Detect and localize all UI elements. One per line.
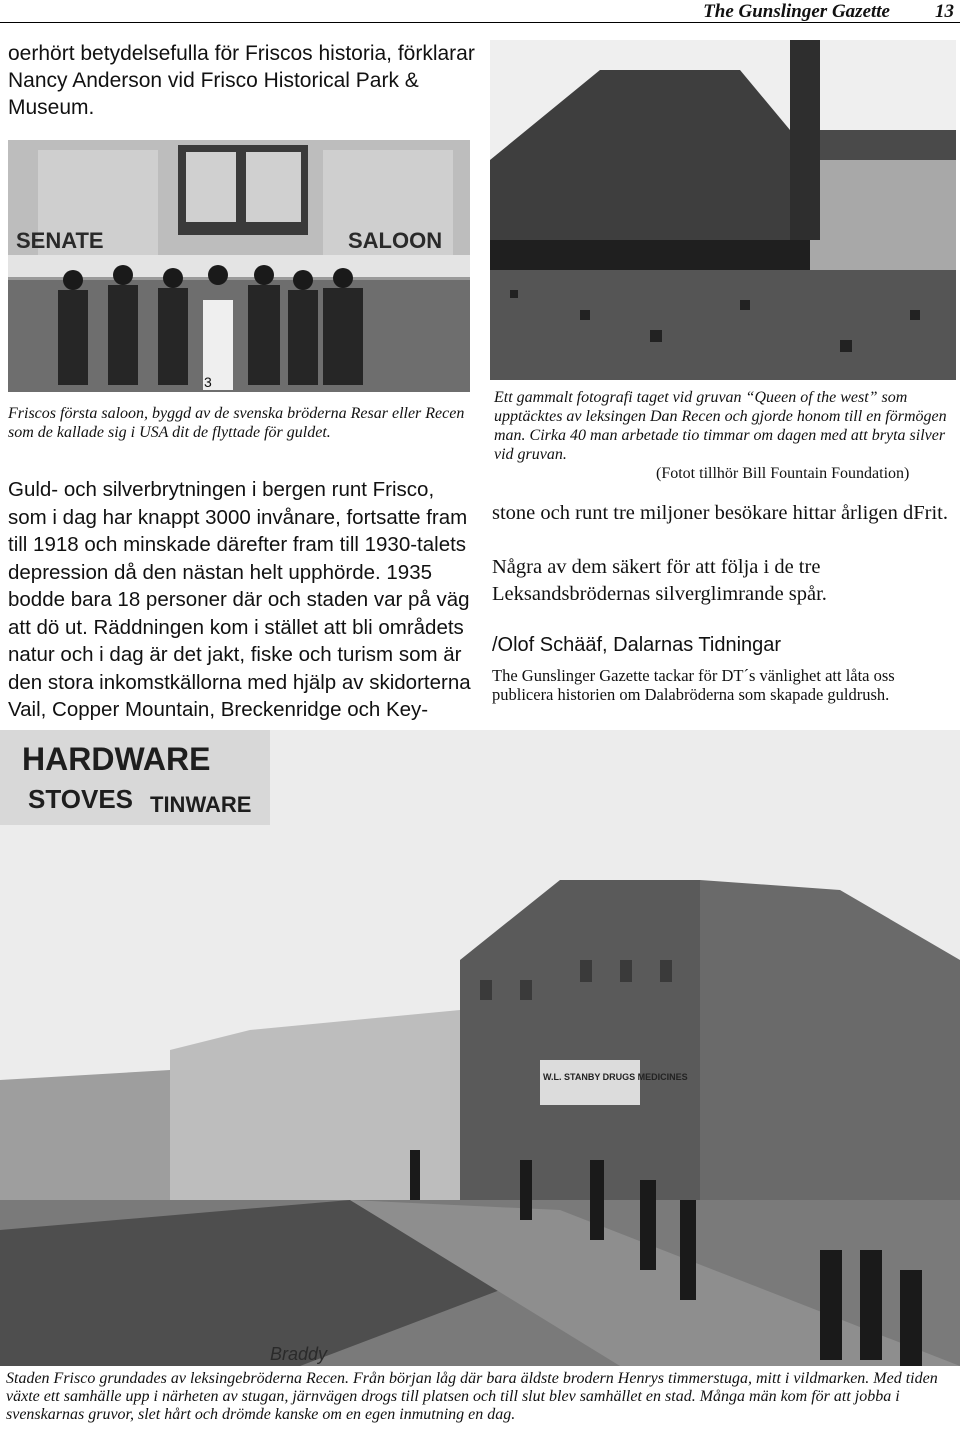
publication-title: The Gunslinger Gazette — [703, 1, 890, 22]
saloon-sign-left: SENATE — [16, 228, 104, 253]
mine-photo-drawing — [490, 40, 956, 380]
saloon-caption: Friscos första saloon, byggd av de svenska bröderna Resar eller Recen som de kallade sig i USA dit de flyttade för guldet. — [8, 405, 465, 441]
street-sign-stoves: STOVES — [28, 784, 134, 814]
storefront-sign: W.L. STANBY DRUGS MEDICINES — [543, 1072, 688, 1082]
intro-paragraph: oerhört betydelsefulla för Friscos historia, förklarar Nancy Anderson vid Frisco Historical Park & Museum. — [8, 42, 475, 119]
article-right-paragraph-1: stone och runt tre miljoner besökare hittar årligen dFrit. — [492, 502, 948, 524]
saloon-number-marker: 3 — [204, 374, 212, 390]
mine-caption: Ett gammalt fotografi taget vid gruvan “Queen of the west” som upptäcktes av leksingen Dan Recen och gjorde honom till en förmögen man. Cirka 40 man arbetade tio timmar om dagen med att bryta silver vid gruvan. — [494, 389, 947, 463]
saloon-sign-right: SALOON — [348, 228, 443, 253]
article-right-paragraph-2: Några av dem säkert för att följa i de tre Leksandsbrödernas silverglimrande spår. — [492, 556, 827, 605]
saloon-photo-drawing — [8, 140, 470, 392]
street-sign-tinware: TINWARE — [150, 792, 252, 817]
thanks-note: The Gunslinger Gazette tackar för DT´s vänlighet att låta oss publicera historien om Dalabröderna som skapade guldrush. — [492, 666, 895, 704]
mine-photo — [490, 40, 956, 380]
mine-photo-credit: (Fotot tillhör Bill Fountain Foundation) — [656, 465, 910, 482]
street-caption: Staden Frisco grundades av leksingebröderna Recen. Från början låg där bara äldste brodern Henrys timmerstuga, mitt i vildmarken. Med tiden växte ett samhälle upp i närheten av stugan, järnvägen drogs till platsen och till slut blev samhället en stad. Många män kom för att jobba i svenskarnas gruvor, slet hårt och drömde kanske om en egen inmutning en dag. — [6, 1370, 938, 1423]
street-photo — [0, 730, 960, 1366]
street-sign-hardware: HARDWARE — [22, 741, 211, 777]
street-ground-text: Braddy — [270, 1344, 328, 1364]
saloon-photo — [8, 140, 470, 392]
byline: /Olof Schääf, Dalarnas Tidningar — [492, 634, 782, 656]
article-left-column: Guld- och silverbrytningen i bergen runt Frisco, som i dag har knappt 3000 invånare, fortsatte fram till 1918 och minskade därefter fram till 1930-talets depression då den nästan helt upphörde. 1935 bodde bara 18 personer där och staden var på väg att dö ut. Räddningen kom i stället att bli områdets natur och i dag är det jakt, fiske och turism som är den stora inkomstkällorna med hjälp av skidorterna Vail, Copper Mountain, Breckenridge och Key- — [8, 478, 471, 721]
street-photo-drawing — [0, 730, 960, 1366]
page-header — [0, 0, 960, 23]
page-number: 13 — [935, 1, 954, 22]
